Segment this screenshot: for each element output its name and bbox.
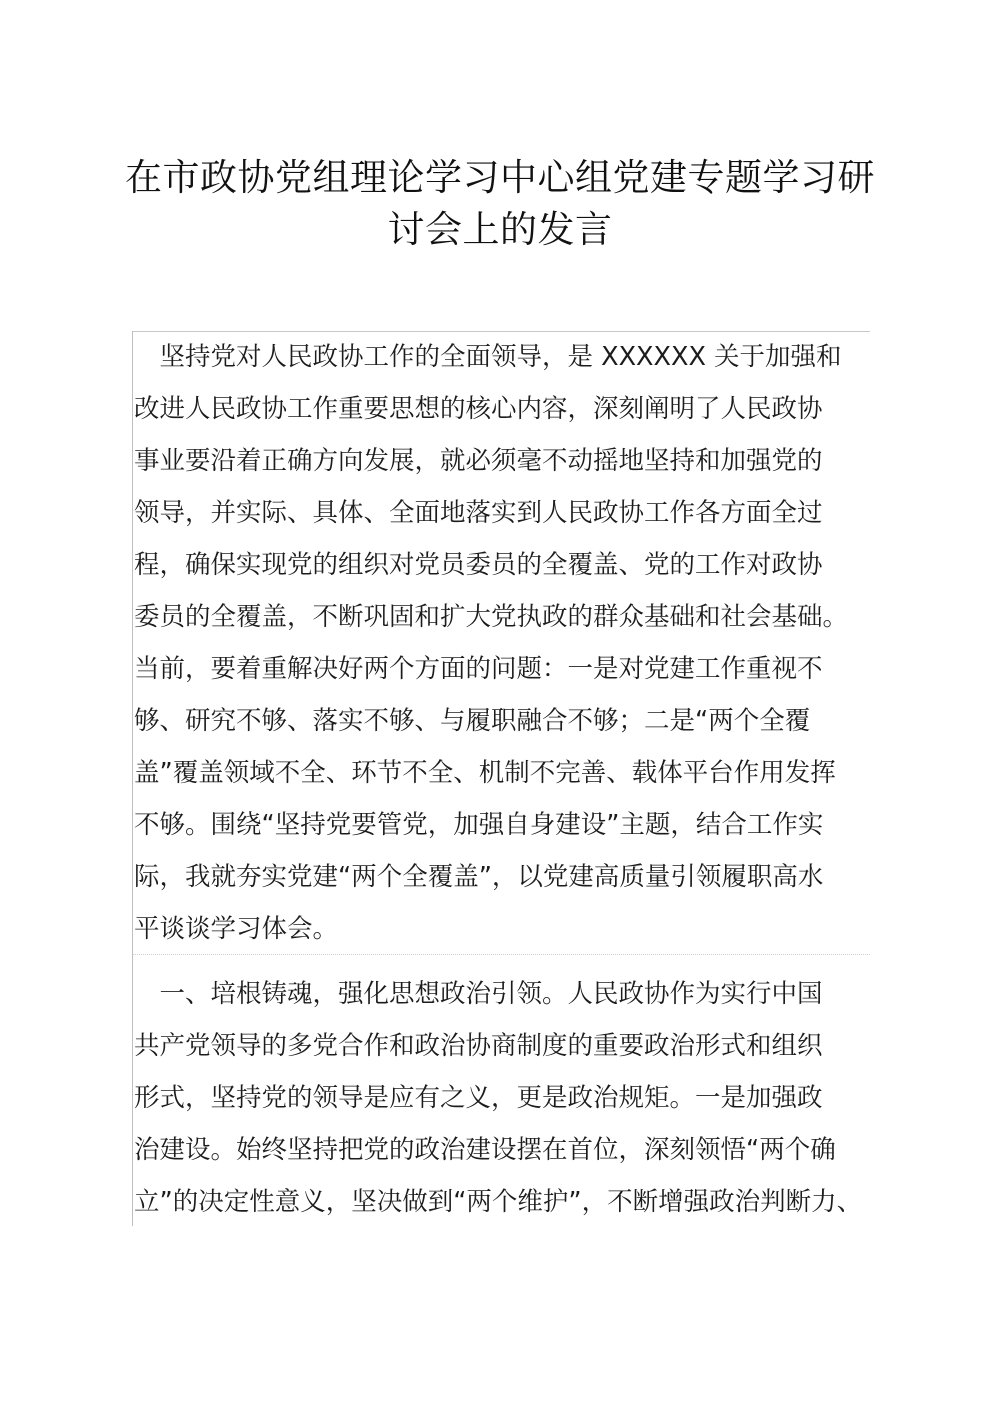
paragraph1-line: 够、研究不够、落实不够、与履职融合不够；二是“两个全覆 (134, 706, 811, 736)
paragraph1-line: 领导，并实际、具体、全面地落实到人民政协工作各方面全过 (134, 498, 823, 528)
paragraph1-left-rule (132, 331, 133, 954)
paragraph1-line: 程，确保实现党的组织对党员委员的全覆盖、党的工作对政协 (134, 550, 823, 580)
paragraph1-line: 委员的全覆盖，不断巩固和扩大党执政的群众基础和社会基础。 (134, 602, 849, 632)
paragraph1-line: 不够。围绕“坚持党要管党，加强自身建设”主题，结合工作实 (134, 810, 824, 840)
paragraph2-line: 一、培根铸魂，强化思想政治引领。人民政协作为实行中国 (134, 979, 823, 1009)
paragraph-top-rule (132, 331, 870, 332)
paragraph1-line: 改进人民政协工作重要思想的核心内容，深刻阐明了人民政协 (134, 394, 823, 424)
title-line-1: 在市政协党组理论学习中心组党建专题学习研 (125, 156, 875, 199)
paragraph2-line: 共产党领导的多党合作和政治协商制度的重要政治形式和组织 (134, 1031, 823, 1061)
paragraph1-line: 平谈谈学习体会。 (134, 914, 339, 944)
paragraph1-line: 坚持党对人民政协工作的全面领导，是 XXXXXX 关于加强和 (134, 342, 842, 372)
paragraph1-line: 事业要沿着正确方向发展，就必须毫不动摇地坚持和加强党的 (134, 446, 823, 476)
paragraph-divider (132, 954, 870, 955)
title-line-2: 讨会上的发言 (387, 208, 613, 251)
paragraph1-line: 当前，要着重解决好两个方面的问题：一是对党建工作重视不 (134, 654, 823, 684)
paragraph1-line: 际，我就夯实党建“两个全覆盖”，以党建高质量引领履职高水 (134, 862, 824, 892)
paragraph1-line: 盖”覆盖领域不全、环节不全、机制不完善、载体平台作用发挥 (134, 758, 836, 788)
document-title (120, 152, 880, 256)
paragraph2-line: 形式，坚持党的领导是应有之义，更是政治规矩。一是加强政 (134, 1083, 823, 1113)
paragraph2-line: 立”的决定性意义，坚决做到“两个维护”，不断增强政治判断力、 (134, 1187, 863, 1217)
paragraph2-left-rule (132, 954, 133, 1226)
paragraph2-line: 治建设。始终坚持把党的政治建设摆在首位，深刻领悟“两个确 (134, 1135, 836, 1165)
